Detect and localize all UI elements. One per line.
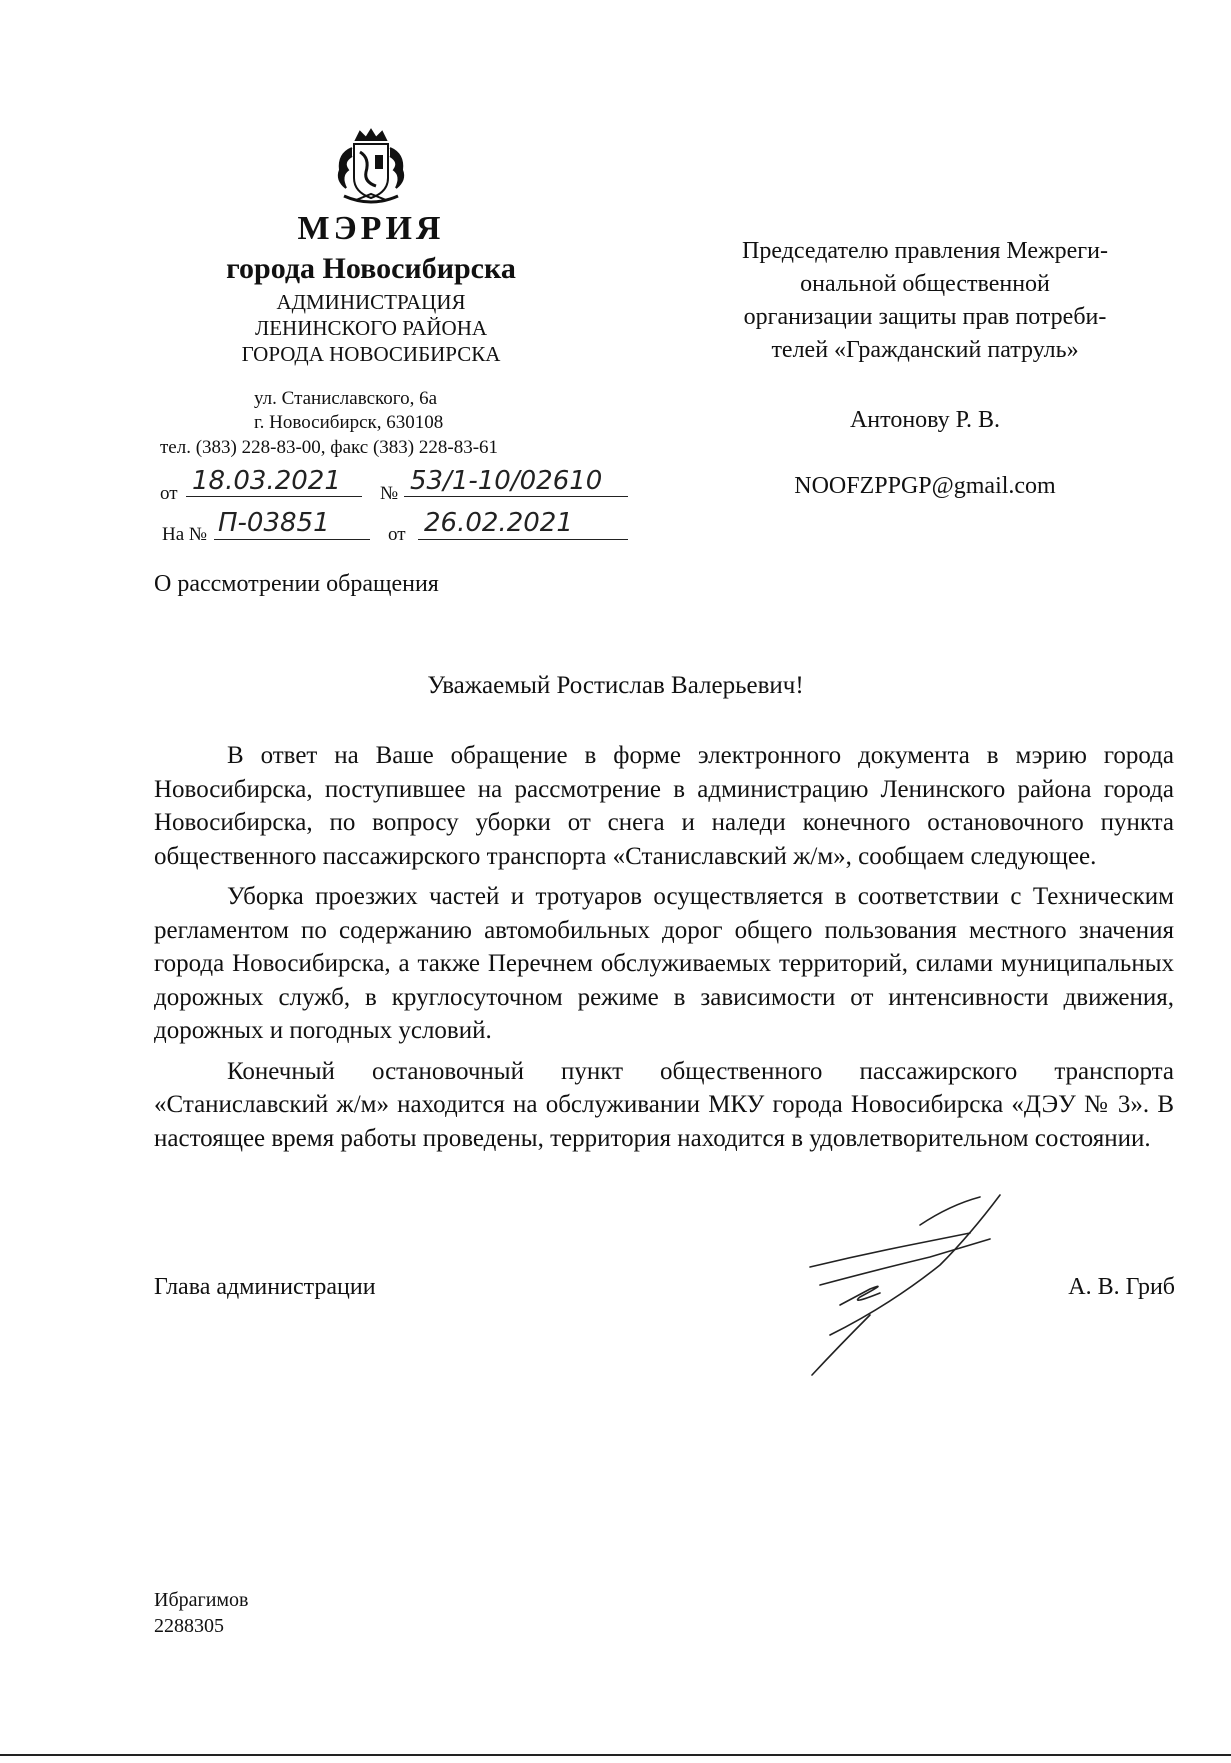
- number-label: №: [380, 483, 399, 504]
- document-date: 18.03.2021: [192, 466, 341, 496]
- address-city: г. Новосибирск, 630108: [254, 412, 444, 433]
- admin-line: ЛЕНИНСКОГО РАЙОНА: [254, 316, 488, 340]
- executor-name: Ибрагимов: [154, 1589, 249, 1611]
- admin-line: АДМИНИСТРАЦИЯ: [276, 290, 466, 314]
- executor-phone: 2288305: [154, 1615, 224, 1637]
- recipient-line: организации защиты прав потреби-: [743, 304, 1107, 330]
- recipient-line: телей «Гражданский патруль»: [771, 337, 1079, 363]
- greeting: Уважаемый Ростислав Валерьевич!: [427, 672, 804, 699]
- recipient-name: Антонову Р. В.: [849, 407, 1001, 433]
- in-reply-number: П-03851: [218, 508, 330, 538]
- letter-subject: О рассмотрении обращения: [154, 571, 439, 597]
- document-number: 53/1-10/02610: [410, 466, 603, 496]
- in-reply-date-underline: [418, 539, 628, 540]
- recipient-line: Председателю правления Межреги-: [742, 238, 1108, 264]
- signatory-title: Глава администрации: [154, 1274, 376, 1300]
- signatory-name: А. В. Гриб: [1068, 1274, 1175, 1300]
- recipient-line: ональной общественной: [800, 271, 1050, 297]
- org-title: МЭРИЯ: [297, 210, 445, 247]
- body-paragraph: Конечный остановочный пункт общественного пассажирского транспорта «Станиславский ж/м» находится на обслуживании МКУ города Новосибирска «ДЭУ № 3». В настоящее время работы проведены, территория находится в удовлетворительном состоянии.: [154, 1057, 1174, 1152]
- in-reply-label: На №: [162, 524, 208, 545]
- coat-of-arms-emblem: [326, 128, 416, 210]
- handwritten-signature: [800, 1185, 1070, 1385]
- body-paragraph: Уборка проезжих частей и тротуаров осуществляется в соответствии с Техническим регламентом по содержанию автомобильных дорог общего пользования местного значения города Новосибирска, а также Перечнем обслуживаемых территорий, силами муниципальных дорожных служб, в круглосуточном режиме в зависимости от интенсивности движения, дорожных и погодных условий.: [154, 883, 1174, 1044]
- recipient-email: NOOFZPPGP@gmail.com: [794, 473, 1056, 499]
- letter-body: [154, 739, 1174, 1155]
- address-street: ул. Станиславского, 6а: [254, 388, 438, 409]
- page-bottom-rule: [0, 1754, 1231, 1756]
- number-underline: [404, 496, 628, 497]
- body-paragraph: В ответ на Ваше обращение в форме электронного документа в мэрию города Новосибирска, поступившее на рассмотрение в администрацию Ленинского района города Новосибирска, по вопросу уборки от снега и наледи конечного остановочного пункта общественного пассажирского транспорта «Станиславский ж/м», сообщаем следующее.: [154, 742, 1174, 870]
- date-underline: [186, 496, 362, 497]
- address-phone: тел. (383) 228-83-00, факс (383) 228-83-61: [160, 437, 499, 458]
- admin-line: ГОРОДА НОВОСИБИРСКА: [241, 342, 501, 366]
- in-reply-date-label: от: [388, 524, 406, 545]
- in-reply-date: 26.02.2021: [424, 508, 573, 538]
- org-subtitle: города Новосибирска: [226, 252, 516, 285]
- date-label: от: [160, 483, 178, 504]
- recipient-block: [680, 235, 1170, 367]
- in-reply-number-underline: [214, 539, 370, 540]
